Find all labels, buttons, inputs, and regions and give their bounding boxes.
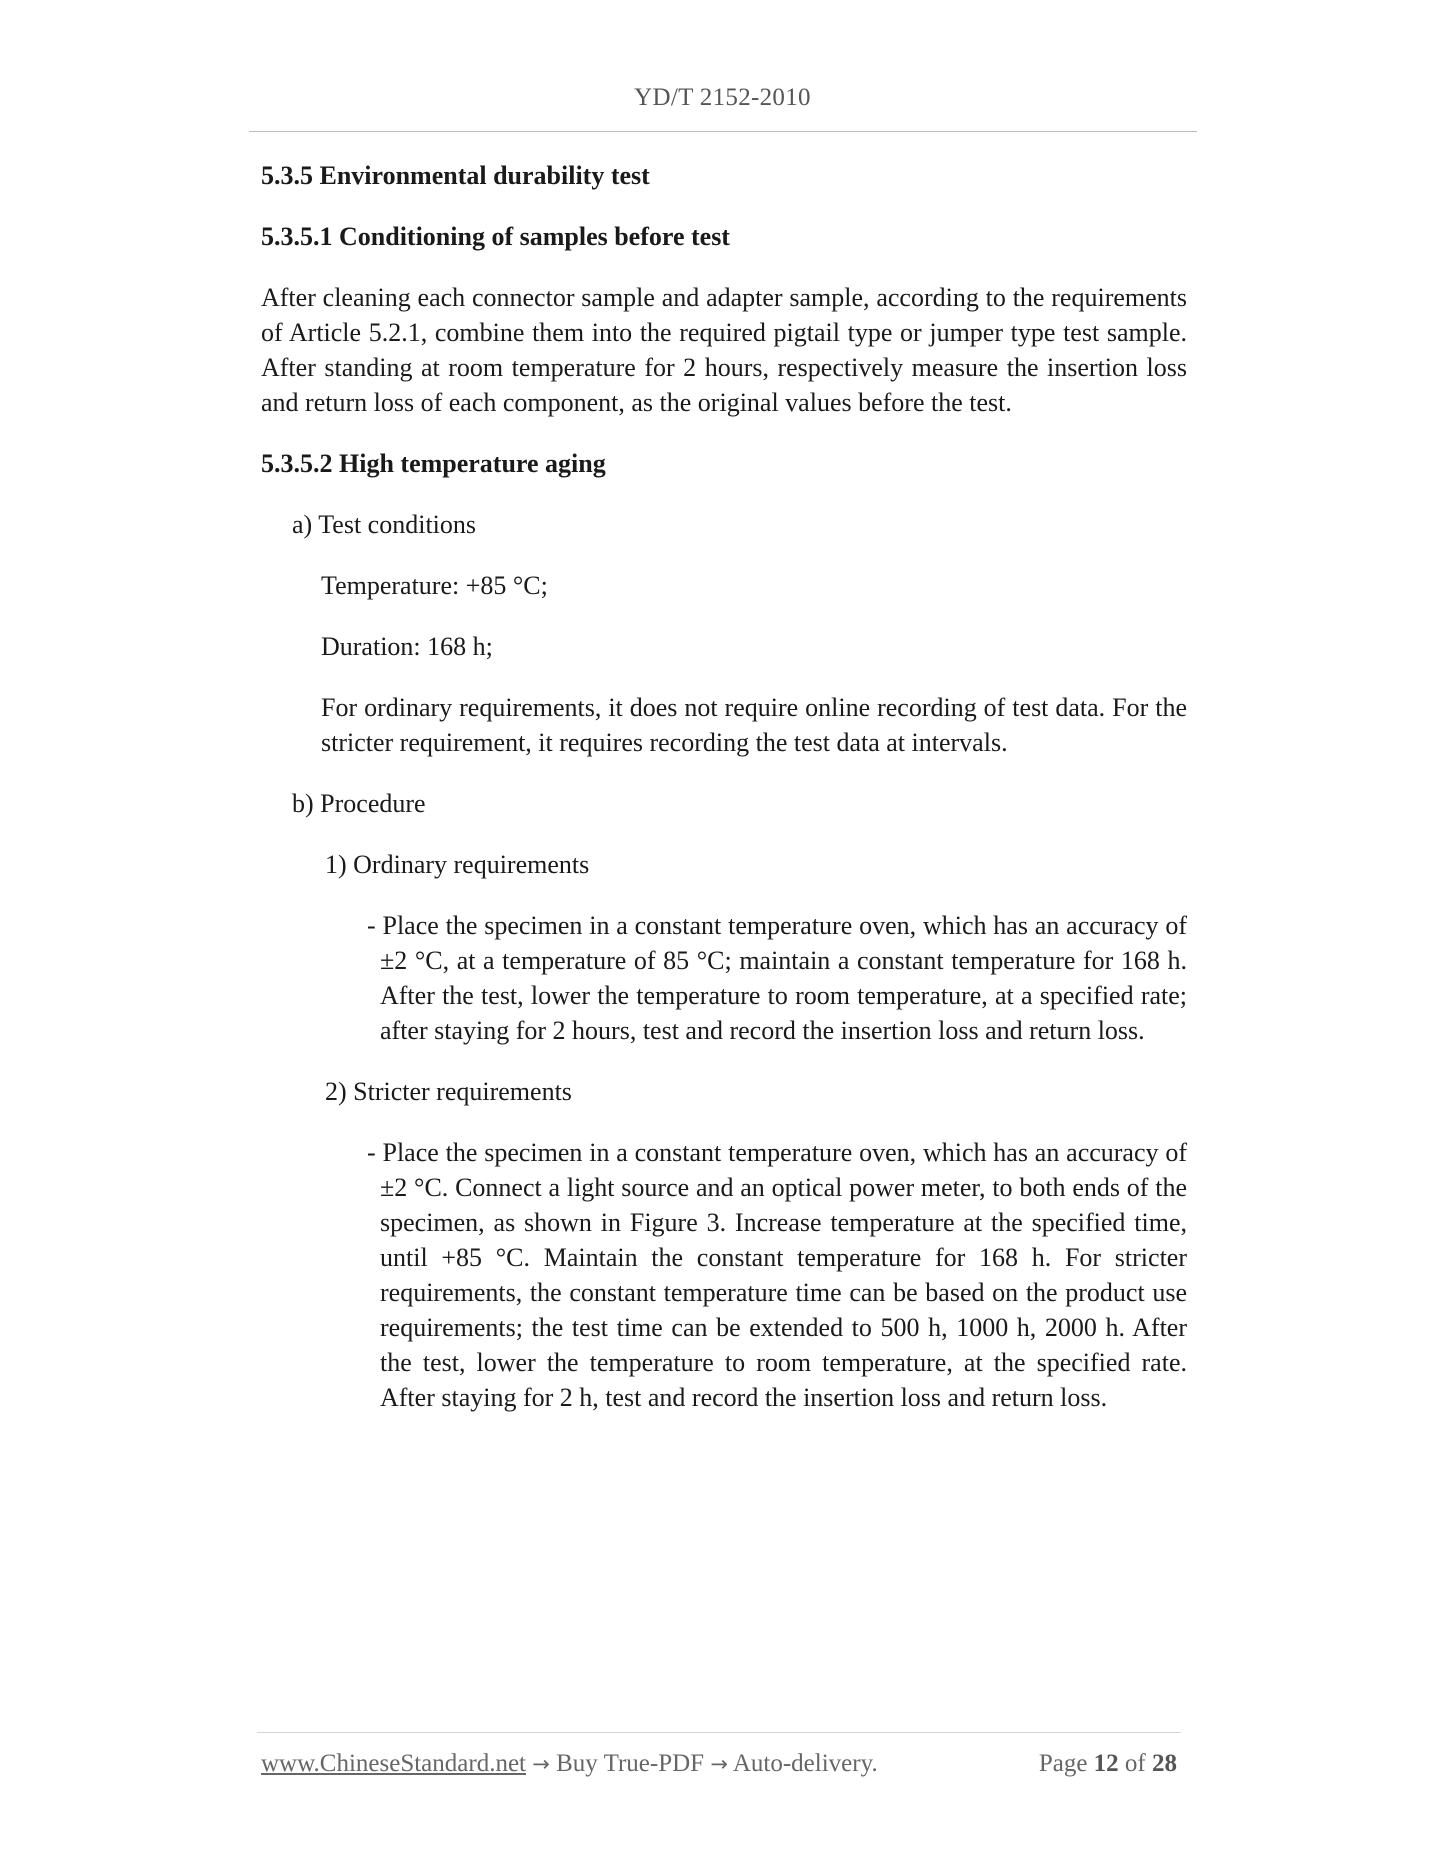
- auto-delivery-text: Auto-delivery.: [732, 1750, 878, 1777]
- heading-5-3-5: 5.3.5 Environmental durability test: [261, 161, 650, 190]
- site-link[interactable]: www.ChineseStandard.net: [261, 1750, 526, 1777]
- right-arrow-icon: →: [710, 1752, 728, 1776]
- footer-promo: [261, 1750, 878, 1778]
- page-current: 12: [1093, 1750, 1119, 1777]
- subitem-ordinary-requirements: 1) Ordinary requirements: [325, 850, 590, 879]
- condition-temperature: Temperature: +85 °C;: [321, 571, 548, 600]
- stricter-procedure-text: - Place the specimen in a constant temperature oven, which has an accuracy of ±2 °C. Connect a light source and an optical power meter, to both ends of the specimen, as shown in Figure 3. Increase temperature at the specified time, until +85 °C. Maintain the constant temperature for 168 h. For stricter requirements, the constant temperature time can be based on the product use requirements; the test time can be extended to 500 h, 1000 h, 2000 h. After the test, lower the temperature to room temperature, at the specified rate. After staying for 2 h, test and record the insertion loss and return loss.: [367, 1138, 1187, 1412]
- footer-divider: [257, 1732, 1181, 1733]
- page-indicator: [1039, 1750, 1177, 1778]
- condition-duration: Duration: 168 h;: [321, 632, 493, 661]
- condition-recording-note: For ordinary requirements, it does not require online recording of test data. For the stricter requirement, it requires recording the test data at intervals.: [321, 693, 1187, 757]
- item-b-procedure: b) Procedure: [292, 789, 426, 818]
- right-arrow-icon: →: [532, 1752, 550, 1776]
- page-of-label: of: [1124, 1750, 1146, 1777]
- ordinary-procedure-text: - Place the specimen in a constant temperature oven, which has an accuracy of ±2 °C, at a temperature of 85 °C; maintain a constant temperature for 168 h. After the test, lower the temperature to room temperature, at a specified rate; after staying for 2 hours, test and record the insertion loss and return loss.: [367, 911, 1187, 1045]
- heading-5-3-5-2: 5.3.5.2 High temperature aging: [261, 449, 606, 478]
- header-divider: [249, 131, 1197, 132]
- subitem-stricter-requirements: 2) Stricter requirements: [325, 1077, 572, 1106]
- document-code: YD/T 2152-2010: [634, 84, 811, 111]
- paragraph-conditioning: After cleaning each connector sample and adapter sample, according to the requirements of Article 5.2.1, combine them into the required pigtail type or jumper type test sample. After standing at room temperature for 2 hours, respectively measure the insertion loss and return loss of each component, as the original values before the test.: [261, 283, 1187, 417]
- buy-true-pdf-text: Buy True-PDF: [556, 1750, 705, 1777]
- item-a-test-conditions: a) Test conditions: [292, 510, 477, 539]
- document-body: [261, 158, 1187, 1441]
- heading-5-3-5-1: 5.3.5.1 Conditioning of samples before test: [261, 222, 730, 251]
- page-label: Page: [1038, 1750, 1088, 1777]
- page-total: 28: [1152, 1750, 1177, 1777]
